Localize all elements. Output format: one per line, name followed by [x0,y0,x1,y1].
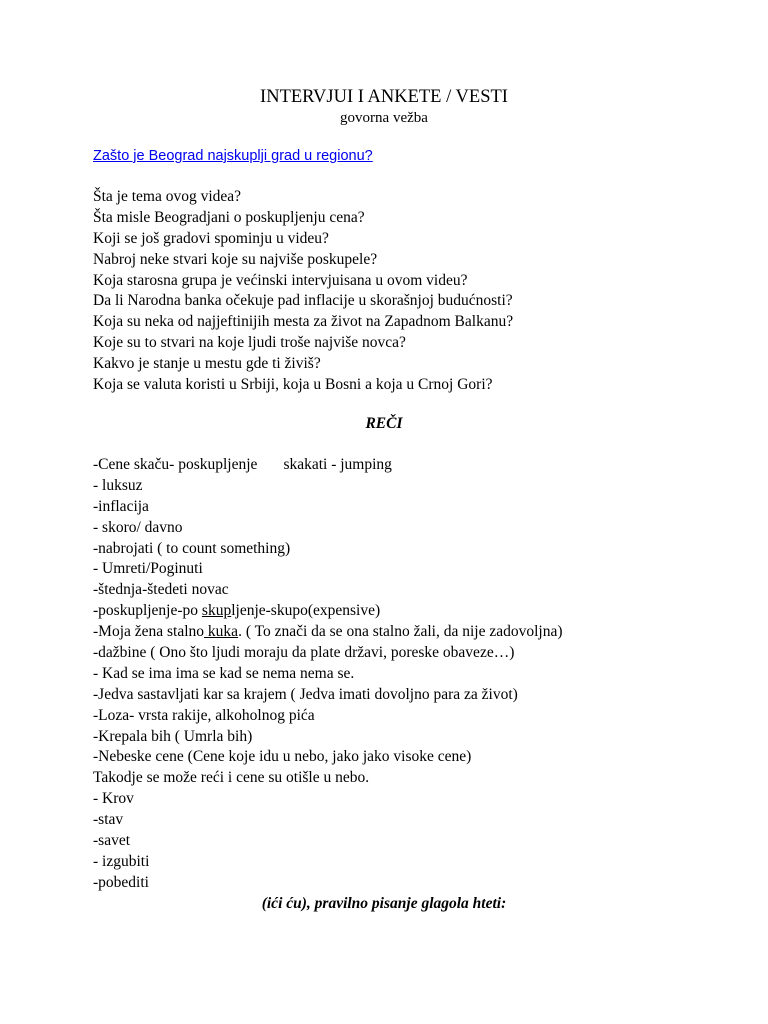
question-item: Nabroj neke stvari koje su najviše poskupele? [93,250,378,268]
vocab-item: -Krepala bih ( Umrla bih) [93,727,253,745]
vocab-item: -savet [93,832,131,850]
vocab-item: - izgubiti [93,852,150,870]
question-item: Koje su to stvari na koje ljudi troše najviše novca? [93,334,406,352]
question-item: Koja starosna grupa je većinski intervjuisana u ovom videu? [93,271,468,289]
question-item: Šta misle Beogradjani o poskupljenju cena? [93,208,365,226]
vocab-item: -štednja-štedeti novac [93,581,229,599]
underlined-root: skup [201,602,232,620]
vocab-item: Takodje se može reći i cene su otišle u nebo. [93,769,370,787]
vocab-item: -Loza- vrsta rakije, alkoholnog pića [93,706,315,724]
question-item: Da li Narodna banka očekuje pad inflacije u skorašnjoj budućnosti? [93,292,513,310]
vocab-item: -pobediti [93,873,149,891]
question-item: Kakvo je stanje u mestu gde ti živiš? [93,355,321,373]
words-heading: REČI [365,415,403,432]
vocab-item: -Jedva sastavljati kar sa krajem ( Jedva imati dovoljno para za život) [93,685,518,703]
vocab-item: -inflacija [93,497,149,515]
question-item: Šta je tema ovog videa? [93,188,242,205]
question-item: Koji se još gradovi spominju u videu? [93,229,329,247]
vocab-item: -nabrojati ( to count something) [93,539,291,557]
vocab-term: -Cene skaču- poskupljenje [93,456,258,473]
vocab-item [93,455,563,476]
vocab-item: - Umreti/Poginuti [93,560,203,578]
vocab-item: - Krov [93,790,134,808]
vocab-item: -Moja žena stalno kuka. ( To znači da se ona stalno žali, da nije zadovoljna) [93,623,563,641]
vocab-translation: skakati - jumping [283,456,392,473]
vocab-item: -poskupljenje-po skupljenje-skupo(expensive) [93,602,381,620]
video-link[interactable]: Zašto je Beograd najskuplji grad u regionu? [93,148,373,164]
document-title: INTERVJUI I ANKETE / VESTI [260,87,508,107]
underlined-word: kuka [204,623,239,641]
vocab-item: -dažbine ( Ono što ljudi moraju da plate državi, poreske obaveze…) [93,644,515,662]
question-item: Koja se valuta koristi u Srbiji, koja u Bosni a koja u Crnoj Gori? [93,376,493,394]
questions-list [93,187,513,396]
vocab-item: - Kad se ima ima se kad se nema nema se. [93,664,355,682]
vocab-item: -Nebeske cene (Cene koje idu u nebo, jako jako visoke cene) [93,748,472,766]
vocab-item: - skoro/ davno [93,518,183,536]
document-subtitle: govorna vežba [340,110,428,126]
question-item: Koja su neka od najjeftinijih mesta za život na Zapadnom Balkanu? [93,313,514,331]
vocab-item: -stav [93,811,124,829]
grammar-heading: (ići ću), pravilno pisanje glagola hteti: [261,895,507,912]
vocab-item: - luksuz [93,476,143,494]
vocabulary-list [93,455,563,894]
